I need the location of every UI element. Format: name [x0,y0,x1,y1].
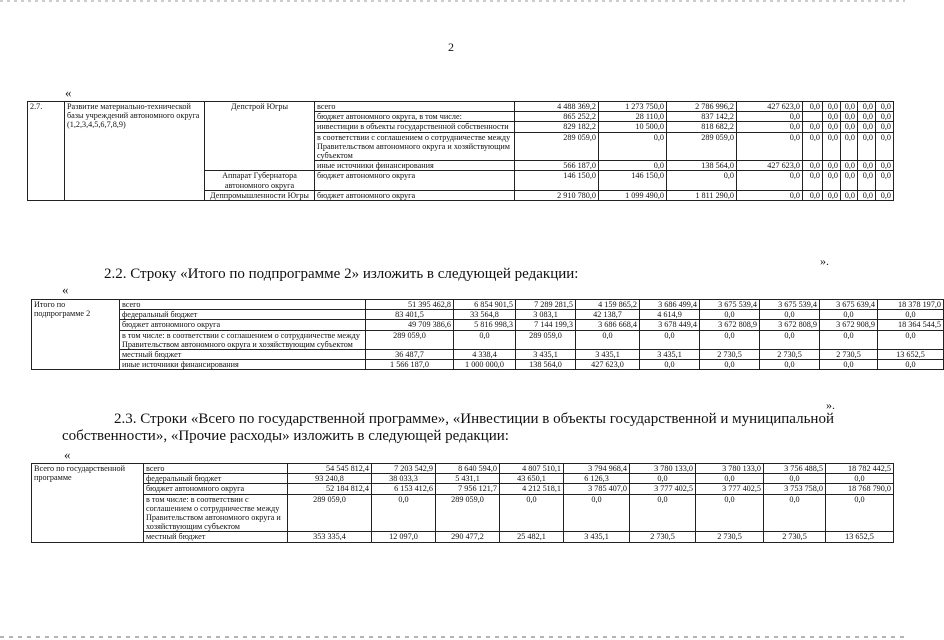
cell-value: 51 395 462,8 [366,300,454,310]
cell-value: 0,0 [760,360,820,370]
cell-value: 0,0 [630,494,696,532]
table-subprogram-2-7 [27,101,894,201]
cell-value: 289 059,0 [515,132,599,161]
cell-value: 865 252,2 [515,112,599,122]
cell-value: 0,0 [500,494,564,532]
cell-value: 290 477,2 [436,532,500,542]
cell-value: 0,0 [737,122,803,132]
cell-value: 1 566 187,0 [366,360,454,370]
cell-value: 38 033,3 [372,474,436,484]
source-label: местный бюджет [144,532,288,542]
cell-value: 427 623,0 [737,102,803,112]
cell-value: 3 435,1 [564,532,630,542]
cell-value: 18 364 544,5 [878,320,944,330]
source-label: всего [120,300,366,310]
cell-value: 0,0 [823,161,841,171]
scan-edge-bottom [0,636,905,638]
cell-value: 0,0 [803,132,823,161]
cell-value: 0,0 [737,112,803,122]
cell-value: 7 144 199,3 [516,320,576,330]
cell-value: 3 780 133,0 [696,464,764,474]
cell-value: 0,0 [700,360,760,370]
executor: Деппромышленности Югры [205,190,315,200]
cell-value: 0,0 [700,330,760,349]
cell-value: 2 786 996,2 [667,102,737,112]
section-heading-2-2: 2.2. Строку «Итого по подпрограмме 2» изложить в следующей редакции: [104,266,579,282]
cell-value: 2 730,5 [820,350,878,360]
cell-value: 3 435,1 [640,350,700,360]
cell-value: 7 289 281,5 [516,300,576,310]
cell-value: 0,0 [823,112,841,122]
cell-value: 0,0 [858,132,876,161]
cell-value: 0,0 [841,112,858,122]
source-label: бюджет автономного округа [315,190,515,200]
cell-value: 13 652,5 [826,532,894,542]
cell-value: 3 672 808,9 [760,320,820,330]
cell-value: 818 682,2 [667,122,737,132]
cell-value: 0,0 [764,474,826,484]
cell-value: 353 335,4 [288,532,372,542]
cell-value: 0,0 [820,330,878,349]
cell-value: 0,0 [667,171,737,190]
cell-value: 49 709 386,6 [366,320,454,330]
cell-value: 3 756 488,5 [764,464,826,474]
cell-value: 0,0 [599,132,667,161]
cell-value: 2 730,5 [764,532,826,542]
executor: Депстрой Югры [205,102,315,171]
cell-value: 0,0 [696,474,764,484]
cell-value: 3 675 539,4 [760,300,820,310]
cell-value: 2 730,5 [630,532,696,542]
cell-value: 6 153 412,6 [372,484,436,494]
cell-value: 138 564,0 [667,161,737,171]
cell-value: 289 059,0 [288,494,372,532]
cell-value: 7 956 121,7 [436,484,500,494]
cell-value: 0,0 [841,190,858,200]
cell-value: 2 910 780,0 [515,190,599,200]
cell-value: 0,0 [841,132,858,161]
cell-value: 0,0 [764,494,826,532]
cell-value: 146 150,0 [599,171,667,190]
table-row [32,320,944,330]
source-label: федеральный бюджет [120,310,366,320]
cell-value: 0,0 [878,330,944,349]
cell-value: 427 623,0 [576,360,640,370]
table-row [32,360,944,370]
cell-value: 0,0 [858,102,876,112]
cell-value: 36 487,7 [366,350,454,360]
cell-value: 289 059,0 [436,494,500,532]
source-label: в том числе: в соответствии с соглашением о сотрудничестве между Правительством автономного округа и хозяйствующим субъектом [144,494,288,532]
cell-value: 0,0 [372,494,436,532]
cell-value: 10 500,0 [599,122,667,132]
cell-value: 0,0 [858,171,876,190]
cell-value: 0,0 [640,360,700,370]
cell-value: 0,0 [823,132,841,161]
source-label: всего [315,102,515,112]
cell-value: 0,0 [696,494,764,532]
cell-value: 0,0 [820,310,878,320]
cell-value: 0,0 [823,102,841,112]
cell-value: 83 401,5 [366,310,454,320]
cell-value: 3 753 758,0 [764,484,826,494]
cell-value: 0,0 [878,310,944,320]
quote-open-1: « [65,85,72,100]
cell-value: 2 730,5 [700,350,760,360]
source-label: бюджет автономного округа, в том числе: [315,112,515,122]
cell-value: 138 564,0 [516,360,576,370]
table-row [32,350,944,360]
table-row [32,310,944,320]
cell-value: 28 110,0 [599,112,667,122]
cell-value: 0,0 [878,360,944,370]
cell-value: 3 083,1 [516,310,576,320]
cell-value: 3 777 402,5 [696,484,764,494]
cell-value: 0,0 [760,310,820,320]
cell-value: 289 059,0 [516,330,576,349]
cell-value: 0,0 [841,161,858,171]
cell-value: 4 212 518,1 [500,484,564,494]
cell-value: 0,0 [876,161,894,171]
cell-value: 13 652,5 [878,350,944,360]
table-row [28,102,894,112]
cell-value: 12 097,0 [372,532,436,542]
cell-value: 3 777 402,5 [630,484,696,494]
cell-value: 43 650,1 [500,474,564,484]
cell-value: 1 099 490,0 [599,190,667,200]
cell-value: 1 811 290,0 [667,190,737,200]
measure-name: Развитие материально-технической базы учреждений автономного округа (1,2,3,4,5,6,7,8,9) [65,102,205,201]
cell-value: 7 203 542,9 [372,464,436,474]
cell-value: 18 768 790,0 [826,484,894,494]
cell-value: 0,0 [841,171,858,190]
cell-value: 0,0 [841,102,858,112]
cell-value: 0,0 [876,102,894,112]
row-label: Итого по подпрограмме 2 [32,300,120,370]
cell-value: 3 794 968,4 [564,464,630,474]
table-row [32,532,894,542]
cell-value: 25 482,1 [500,532,564,542]
cell-value: 0,0 [826,494,894,532]
cell-value: 566 187,0 [515,161,599,171]
cell-value: 0,0 [576,330,640,349]
cell-value: 0,0 [823,190,841,200]
cell-value: 3 686 668,4 [576,320,640,330]
row-label: Всего по государственной программе [32,464,144,543]
cell-value: 54 545 812,4 [288,464,372,474]
source-label: иные источники финансирования [120,360,366,370]
cell-value: 0,0 [454,330,516,349]
cell-value: 0,0 [826,474,894,484]
cell-value: 3 785 407,0 [564,484,630,494]
cell-value: 0,0 [737,171,803,190]
section-heading-2-3: 2.3. Строки «Всего по государственной программе», «Инвестиции в объекты государственной и муниципальной собственности», «Прочие расходы» изложить в следующей редакции: [62,411,834,444]
cell-value: 52 184 812,4 [288,484,372,494]
source-label: бюджет автономного округа [120,320,366,330]
table-program-total [31,463,894,543]
cell-value: 0,0 [858,122,876,132]
cell-value: 93 240,8 [288,474,372,484]
cell-value: 0,0 [760,330,820,349]
cell-value: 0,0 [630,474,696,484]
table-row [32,300,944,310]
cell-value: 0,0 [823,122,841,132]
source-label: бюджет автономного округа [144,484,288,494]
cell-value: 289 059,0 [366,330,454,349]
cell-value: 0,0 [876,112,894,122]
cell-value: 829 182,2 [515,122,599,132]
cell-value: 4 338,4 [454,350,516,360]
row-number: 2.7. [28,102,65,201]
source-label: в том числе: в соответствии с соглашением о сотрудничестве между Правительством автономного округа и хозяйствующим субъектом [120,330,366,349]
cell-value: 2 730,5 [760,350,820,360]
table-row [32,330,944,349]
cell-value: 6 126,3 [564,474,630,484]
cell-value: 4 807 510,1 [500,464,564,474]
cell-value: 3 686 499,4 [640,300,700,310]
cell-value: 2 730,5 [696,532,764,542]
source-label: всего [144,464,288,474]
cell-value: 427 623,0 [737,161,803,171]
quote-close-2: ». [826,398,835,412]
cell-value: 0,0 [841,122,858,132]
cell-value: 18 782 442,5 [826,464,894,474]
cell-value: 0,0 [803,171,823,190]
source-label: местный бюджет [120,350,366,360]
cell-value: 3 678 449,4 [640,320,700,330]
cell-value: 0,0 [876,171,894,190]
source-label: инвестиции в объекты государственной собственности [315,122,515,132]
cell-value: 837 142,2 [667,112,737,122]
table-row [32,464,894,474]
cell-value: 4 159 865,2 [576,300,640,310]
source-label: федеральный бюджет [144,474,288,484]
cell-value: 0,0 [803,161,823,171]
cell-value: 289 059,0 [667,132,737,161]
cell-value: 4 488 369,2 [515,102,599,112]
cell-value: 0,0 [700,310,760,320]
cell-value: 0,0 [737,190,803,200]
cell-value: 0,0 [858,112,876,122]
cell-value: 42 138,7 [576,310,640,320]
cell-value: 3 672 808,9 [700,320,760,330]
cell-value: 6 854 901,5 [454,300,516,310]
cell-value: 0,0 [737,132,803,161]
cell-value: 0,0 [803,190,823,200]
quote-open-3: « [64,447,71,462]
cell-value: 1 000 000,0 [454,360,516,370]
quote-open-2: « [62,282,69,297]
cell-value: 5 816 998,3 [454,320,516,330]
cell-value: 4 614,9 [640,310,700,320]
cell-value: 0,0 [640,330,700,349]
cell-value: 33 564,8 [454,310,516,320]
page-number: 2 [448,40,454,54]
source-label: в соответствии с соглашением о сотрудничестве между Правительством автономного округа и хозяйствующим субъектом [315,132,515,161]
cell-value: 0,0 [823,171,841,190]
cell-value: 1 273 750,0 [599,102,667,112]
cell-value: 0,0 [820,360,878,370]
table-subprogram-total [31,299,944,370]
scan-edge-top [0,0,905,2]
cell-value: 0,0 [564,494,630,532]
source-label: бюджет автономного округа [315,171,515,190]
quote-close-1: ». [820,254,829,268]
cell-value: 0,0 [803,122,823,132]
cell-value: 5 431,1 [436,474,500,484]
cell-value: 3 435,1 [576,350,640,360]
table-row [32,474,894,484]
cell-value: 146 150,0 [515,171,599,190]
cell-value: 0,0 [599,161,667,171]
source-label: иные источники финансирования [315,161,515,171]
table-row [32,494,894,532]
cell-value: 0,0 [876,190,894,200]
cell-value: 3 780 133,0 [630,464,696,474]
cell-value: 0,0 [858,161,876,171]
cell-value: 18 378 197,0 [878,300,944,310]
cell-value: 0,0 [876,132,894,161]
cell-value: 3 435,1 [516,350,576,360]
cell-value: 8 640 594,0 [436,464,500,474]
executor: Аппарат Губернатора автономного округа [205,171,315,190]
cell-value: 0,0 [876,122,894,132]
cell-value: 0,0 [858,190,876,200]
cell-value: 3 675 639,4 [820,300,878,310]
cell-value: 0,0 [803,102,823,112]
cell-value: 3 672 908,9 [820,320,878,330]
cell-value: 3 675 539,4 [700,300,760,310]
table-row [32,484,894,494]
cell-value [803,112,823,122]
